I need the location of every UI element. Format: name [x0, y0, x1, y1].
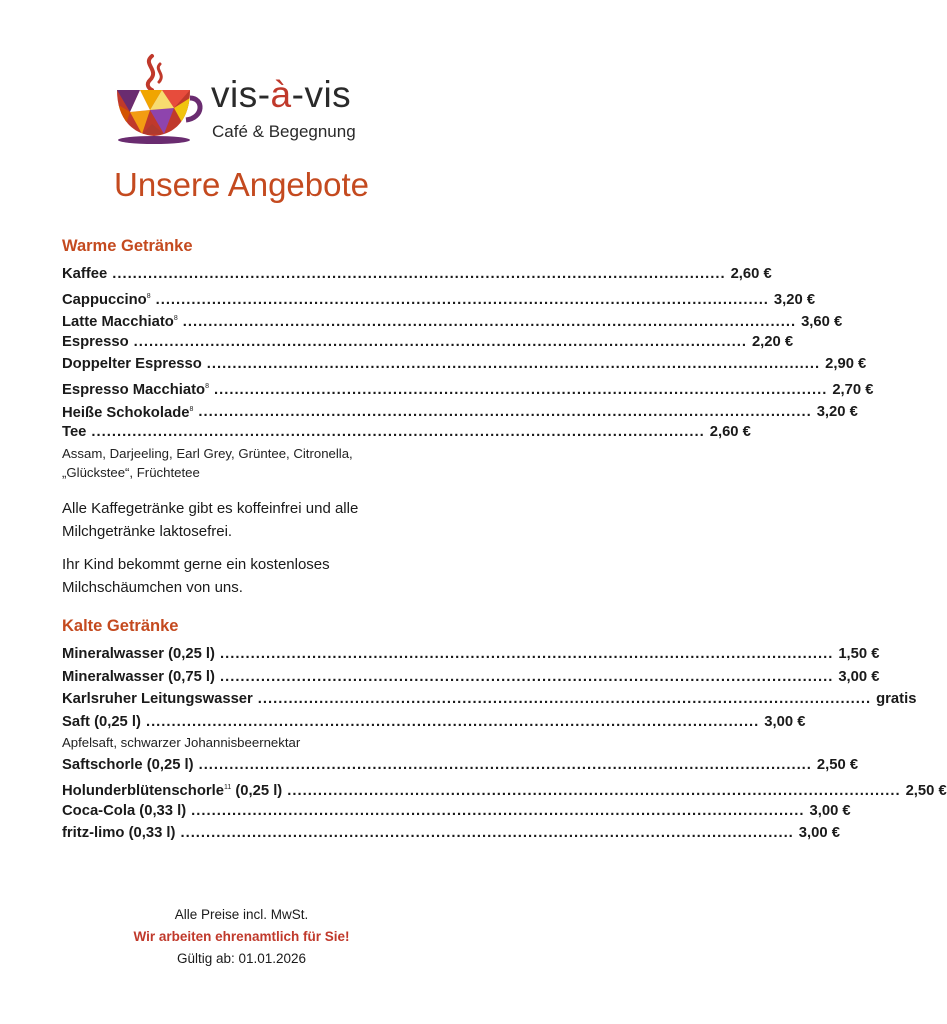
- allergen-footnote: 8: [146, 292, 151, 300]
- menu-item-name: [62, 421, 86, 444]
- menu-item-name-text: Saft (0,25 l): [62, 713, 141, 730]
- menu-item-name: [62, 711, 141, 734]
- menu-item-row: [62, 331, 794, 354]
- menu-item-row: [62, 399, 858, 422]
- dot-leader: ........................................................................................................................: [180, 825, 794, 842]
- brand-name: [211, 74, 351, 116]
- menu-item-name-text: Espresso: [62, 333, 129, 350]
- menu-item-name: [62, 800, 186, 823]
- menu-item-price: 3,20 €: [816, 404, 858, 421]
- menu-item-name-text: Doppelter Espresso: [62, 356, 202, 373]
- dot-leader: ........................................................................................................................: [133, 333, 747, 350]
- dot-leader: ........................................................................................................................: [155, 291, 769, 308]
- menu-item-name-text: Holunderblütenschorle: [62, 782, 224, 799]
- info-paragraph-2-line2: Milchschäumchen von uns.: [62, 579, 243, 596]
- menu-item-price: 3,60 €: [801, 314, 843, 331]
- dot-leader: ........................................................................................................................: [191, 802, 805, 819]
- menu-item-row: [62, 286, 816, 309]
- brand-name-accent: à: [270, 74, 292, 115]
- menu-item-price: 3,00 €: [798, 825, 840, 842]
- dot-leader: ........................................................................................................................: [219, 668, 834, 685]
- brand-name-prefix: vis-: [211, 74, 271, 115]
- info-paragraph-1: [62, 497, 422, 543]
- menu-item-name-text: Espresso Macchiato: [62, 381, 206, 398]
- page-title: Unsere Angebote: [113, 166, 370, 203]
- tea-note-line1: Assam, Darjeeling, Earl Grey, Grüntee, Citronella,: [62, 445, 353, 461]
- menu-item-price: 3,20 €: [773, 291, 816, 308]
- dot-leader: ........................................................................................................................: [145, 713, 760, 730]
- dot-leader: ........................................................................................................................: [91, 424, 705, 441]
- dot-leader: ........................................................................................................................: [112, 266, 726, 282]
- menu-item-name-text: Coca-Cola (0,33 l): [62, 802, 187, 819]
- menu-item-price: 2,70 €: [832, 381, 874, 398]
- menu-item-row: [62, 800, 851, 823]
- tea-note-line2: „Glückstee“, Früchtetee: [62, 464, 200, 480]
- allergen-footnote: 8: [189, 405, 194, 413]
- logo: [112, 54, 382, 146]
- menu-item-row: [62, 263, 772, 286]
- menu-item-price: 2,60 €: [709, 424, 751, 441]
- menu-item-price: 2,50 €: [905, 782, 947, 799]
- menu-item-row: [62, 754, 859, 777]
- dot-leader: ........................................................................................................................: [182, 314, 797, 331]
- tea-note: [62, 444, 422, 482]
- dot-leader: ........................................................................................................................: [198, 404, 812, 421]
- dot-leader: ........................................................................................................................: [206, 356, 821, 373]
- allergen-footnote: 8: [205, 382, 209, 390]
- menu-item-name: [62, 353, 202, 376]
- info-paragraph-2-line1: Ihr Kind bekommt gerne ein kostenloses: [62, 556, 330, 573]
- menu-item-price: 3,00 €: [809, 802, 851, 819]
- menu-item-name-text: Mineralwasser (0,75 l): [62, 668, 215, 685]
- menu-item-size: (0,25 l): [231, 782, 283, 799]
- menu-item-name-text: Tee: [62, 424, 87, 441]
- warm-drinks-section: [62, 234, 874, 482]
- menu-item-name-text: Latte Macchiato: [62, 314, 174, 331]
- menu-item-price: 3,00 €: [838, 668, 880, 685]
- menu-item-name: [62, 754, 194, 777]
- menu-item-price: 2,90 €: [825, 356, 867, 373]
- menu-item-name-text: Mineralwasser (0,25 l): [62, 646, 215, 662]
- menu-item-price: 2,50 €: [816, 757, 859, 774]
- menu-item-price: 2,20 €: [751, 333, 794, 350]
- menu-item-name-text: Karlsruher Leitungswasser: [62, 691, 253, 708]
- dot-leader: ........................................................................................................................: [214, 381, 828, 398]
- allergen-footnote: 11: [223, 783, 232, 791]
- menu-item-row: [62, 688, 917, 711]
- menu-item-row: [62, 376, 874, 399]
- menu-item-row: [62, 666, 880, 689]
- footer: [0, 904, 483, 970]
- menu-item-row: [62, 421, 751, 444]
- menu-item-row: [62, 308, 843, 331]
- menu-item-price: gratis: [876, 691, 917, 708]
- menu-item-name: [62, 263, 107, 286]
- menu-item-name-text: Kaffee: [62, 266, 108, 282]
- menu-item-name: [62, 822, 175, 845]
- mosaic-coffee-cup-icon: [112, 54, 207, 146]
- info-paragraph-1-line2: Milchgetränke laktosefrei.: [62, 523, 233, 540]
- brand-subtitle: Café & Begegnung: [212, 122, 356, 141]
- menu-item-name: [62, 666, 215, 689]
- menu-item-name-text: Heiße Schokolade: [62, 404, 190, 421]
- footer-vat-note: Alle Preise incl. MwSt.: [174, 907, 309, 922]
- dot-leader: ........................................................................................................................: [198, 757, 812, 774]
- juice-note: Apfelsaft, schwarzer Johannisbeernektar: [62, 735, 301, 751]
- menu-item-name: [62, 331, 129, 354]
- cold-drinks-section: [62, 614, 947, 845]
- info-paragraph-1-line1: Alle Kaffegetränke gibt es koffeinfrei und alle: [62, 500, 359, 517]
- menu-item-name: [62, 688, 253, 711]
- menu-item-price: 1,50 €: [838, 646, 880, 662]
- dot-leader: ........................................................................................................................: [257, 691, 872, 708]
- cold-drinks-heading: Kalte Getränke: [62, 617, 179, 635]
- menu-item-name-text: Saftschorle (0,25 l): [62, 757, 194, 774]
- dot-leader: ........................................................................................................................: [219, 646, 834, 662]
- warm-drinks-list: [62, 263, 874, 444]
- cold-drinks-list: [62, 643, 947, 845]
- menu-item-name-text: fritz-limo (0,33 l): [62, 825, 176, 842]
- footer-valid-from: Gültig ab: 01.01.2026: [176, 951, 307, 966]
- menu-item-name-text: Cappuccino: [62, 291, 147, 308]
- menu-item-price: 2,60 €: [730, 266, 772, 282]
- menu-item-row: [62, 711, 806, 734]
- menu-item-row: [62, 643, 880, 666]
- menu-item-row: [62, 822, 840, 845]
- menu-item-row: [62, 777, 947, 800]
- allergen-footnote: 8: [173, 315, 178, 323]
- brand-name-suffix: -vis: [291, 74, 352, 115]
- info-paragraph-2: [62, 553, 422, 599]
- dot-leader: ........................................................................................................................: [287, 782, 901, 799]
- menu-item-price: 3,00 €: [764, 713, 806, 730]
- menu-item-name: [62, 643, 215, 666]
- warm-drinks-heading: Warme Getränke: [62, 237, 193, 255]
- footer-volunteer-note: Wir arbeiten ehrenamtlich für Sie!: [133, 929, 350, 944]
- menu-item-row: [62, 353, 867, 376]
